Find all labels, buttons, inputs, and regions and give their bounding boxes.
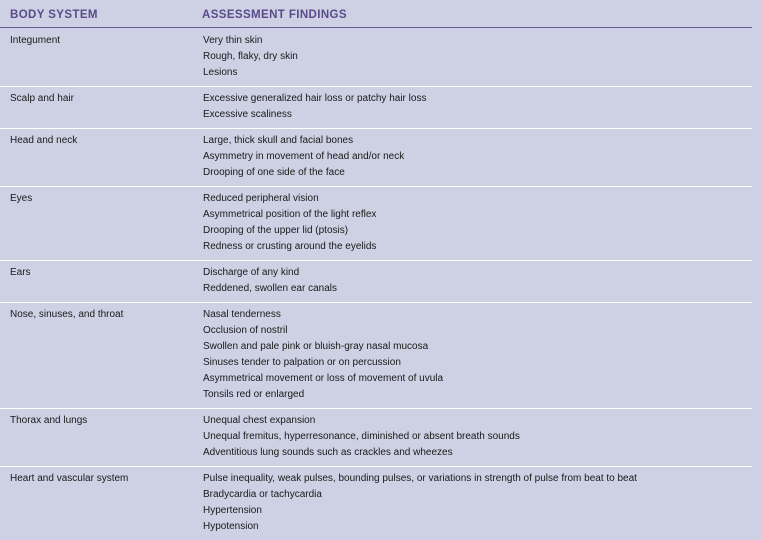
finding-item: Very thin skin — [203, 35, 263, 46]
finding-item: Unequal chest expansion — [203, 415, 316, 426]
finding-item: Adventitious lung sounds such as crackles and wheezes — [203, 447, 453, 458]
findings-cell — [203, 187, 752, 260]
finding-item: Large, thick skull and facial bones — [203, 135, 354, 146]
table-row — [0, 409, 752, 467]
finding-item: Asymmetry in movement of head and/or neck — [203, 151, 405, 162]
header-divider — [0, 27, 752, 28]
table-row — [0, 261, 752, 303]
finding-item: Nasal tenderness — [203, 309, 281, 320]
findings-cell — [203, 129, 752, 186]
findings-cell — [203, 29, 752, 86]
table-row — [0, 129, 752, 187]
finding-item: Unequal fremitus, hyperresonance, diminished or absent breath sounds — [203, 431, 520, 442]
finding-item: Occlusion of nostril — [203, 325, 288, 336]
finding-item: Redness or crusting around the eyelids — [203, 241, 377, 252]
findings-cell — [203, 261, 752, 302]
finding-item: Asymmetrical position of the light reflex — [203, 209, 377, 220]
body-system-cell: Integument — [10, 35, 61, 46]
finding-item: Hypotension — [203, 521, 259, 532]
table-row — [0, 87, 752, 129]
finding-item: Excessive scaliness — [203, 109, 292, 120]
finding-item: Asymmetrical movement or loss of movement of uvula — [203, 373, 444, 384]
table-body — [0, 29, 752, 540]
finding-item: Pulse inequality, weak pulses, bounding pulses, or variations in strength of pulse from beat to beat — [203, 473, 637, 484]
body-system-cell: Nose, sinuses, and throat — [10, 309, 124, 320]
finding-item: Lesions — [203, 67, 238, 78]
body-system-cell: Heart and vascular system — [10, 473, 129, 484]
finding-item: Swollen and pale pink or bluish-gray nasal mucosa — [203, 341, 429, 352]
finding-item: Drooping of the upper lid (ptosis) — [203, 225, 349, 236]
finding-item: Discharge of any kind — [203, 267, 300, 278]
findings-cell — [203, 303, 752, 408]
body-system-cell: Ears — [10, 267, 31, 278]
table-row — [0, 187, 752, 261]
table-header — [0, 0, 762, 28]
body-system-cell: Scalp and hair — [10, 93, 74, 104]
finding-item: Reddened, swollen ear canals — [203, 283, 337, 294]
finding-item: Reduced peripheral vision — [203, 193, 319, 204]
body-system-cell: Thorax and lungs — [10, 415, 88, 426]
body-system-cell: Eyes — [10, 193, 33, 204]
finding-item: Sinuses tender to palpation or on percussion — [203, 357, 401, 368]
header-assessment-findings: ASSESSMENT FINDINGS — [202, 9, 347, 21]
table-row — [0, 29, 752, 87]
table-row — [0, 303, 752, 409]
header-body-system: BODY SYSTEM — [10, 9, 98, 21]
finding-item: Tonsils red or enlarged — [203, 389, 305, 400]
finding-item: Rough, flaky, dry skin — [203, 51, 298, 62]
body-system-cell: Head and neck — [10, 135, 78, 146]
findings-cell — [203, 87, 752, 128]
finding-item: Drooping of one side of the face — [203, 167, 345, 178]
finding-item: Bradycardia or tachycardia — [203, 489, 322, 500]
findings-cell — [203, 409, 752, 466]
finding-item: Hypertension — [203, 505, 262, 516]
finding-item: Excessive generalized hair loss or patchy hair loss — [203, 93, 427, 104]
